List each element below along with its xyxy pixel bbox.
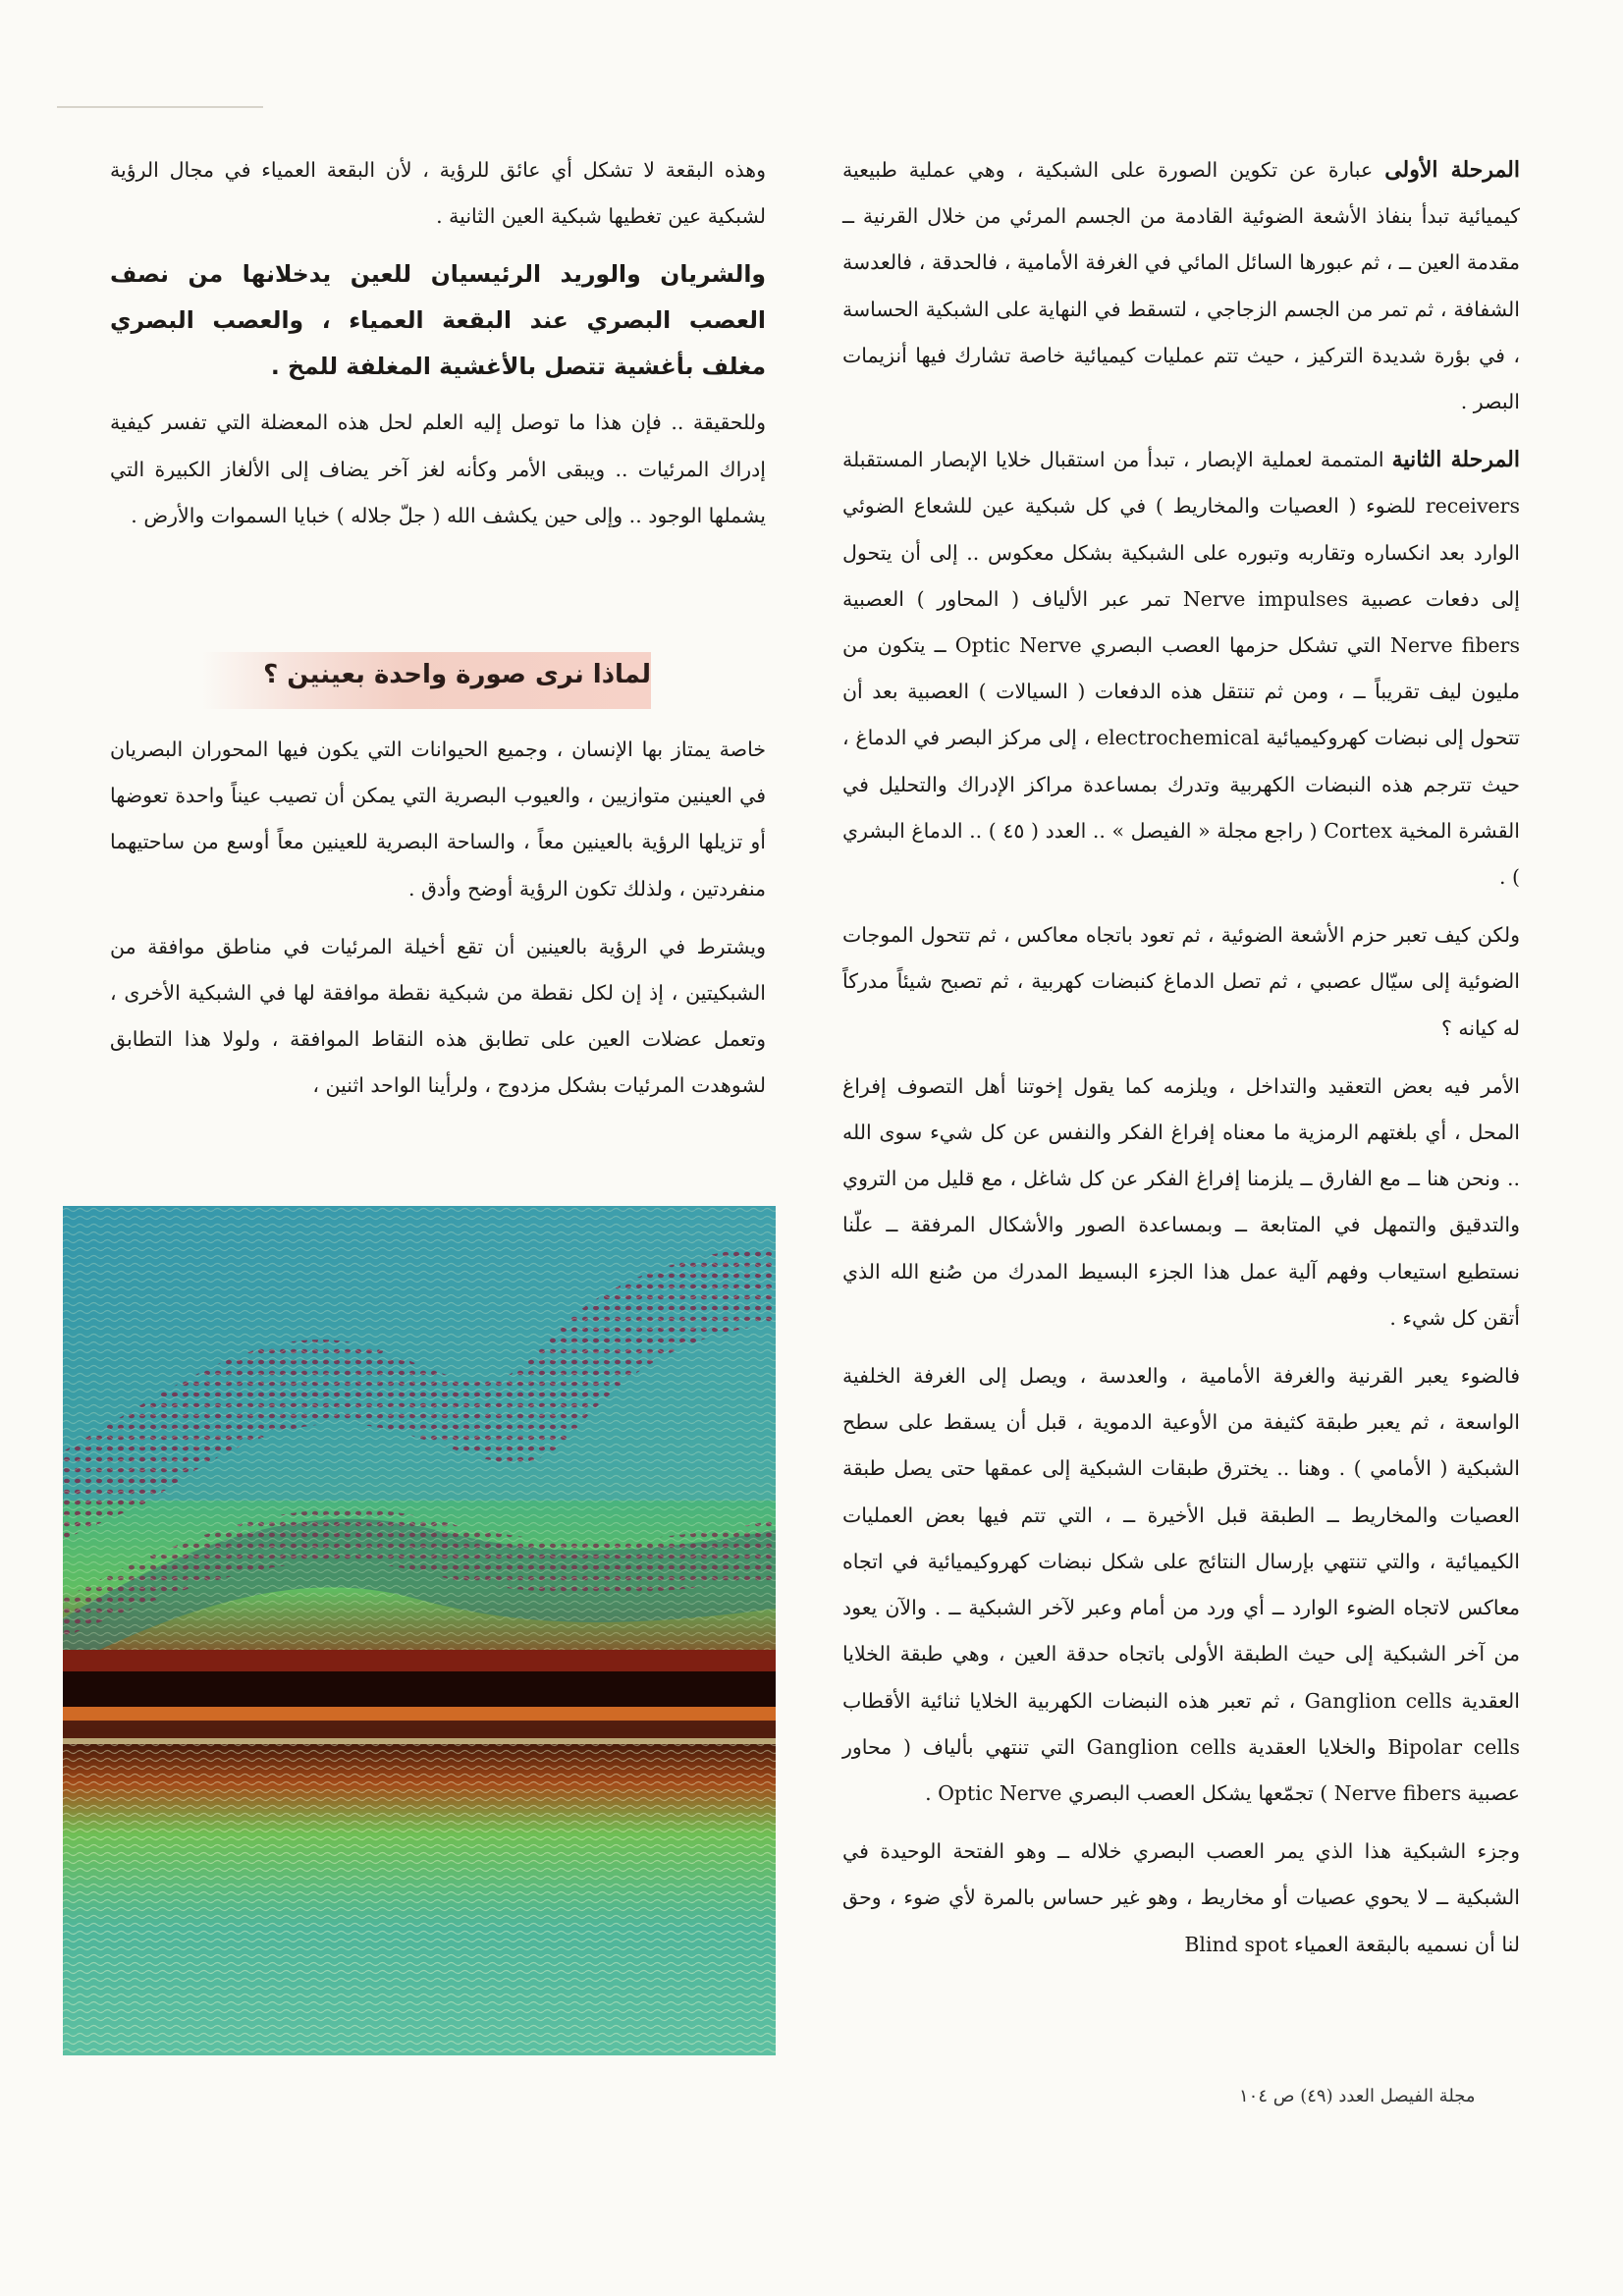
page-footer: مجلة الفيصل العدد (٤٩) ص ١٠٤ [1239, 2086, 1476, 2106]
paragraph-blind-spot-cont: وهذه البقعة لا تشكل أي عائق للرؤية ، لأن البقعة العمياء في مجال الرؤية لشبكية عين تغطيها شبكية العين الثانية . [110, 158, 766, 229]
section-heading: لماذا نرى صورة واحدة بعينين ؟ [263, 660, 651, 689]
paragraph-blind-spot: وجزء الشبكية هذا الذي يمر العصب البصري خلاله ــ وهو الفتحة الوحيدة في الشبكية ــ لا يحوي عصيات أو مخاريط ، وهو غير حساس بالمرة لأي ضوء ، وحق لنا أن نسميه بالبقعة العمياء Blind spot [842, 1839, 1520, 1956]
stage-two-lead: المرحلة الثانية [1391, 447, 1520, 473]
retina-micrograph [63, 1206, 776, 2055]
paragraph-correspondence: ويشترط في الرؤية بالعينين أن تقع أخيلة المرئيات في مناطق موافقة من الشبكيتين ، إذ إن لكل نقطة من شبكية نقطة موافقة لها في الشبكية الأخرى ، وتعمل عضلات العين على تطابق هذه النقاط الموافقة ، ولولا هذا التطابق لشوهدت المرئيات بشكل مزدوج ، ولرأينا الواحد اثنين ، [110, 934, 766, 1098]
right-column [842, 147, 1520, 1980]
paragraph-artery-vein: والشريان والوريد الرئيسيان للعين يدخلانها من نصف العصب البصري عند البقعة العمياء ، والعصب البصري مغلف بأغشية تتصل بالأغشية المغلفة للمخ . [110, 260, 766, 381]
paragraph-light-path: فالضوء يعبر القرنية والغرفة الأمامية ، والعدسة ، ويصل إلى الغرفة الخلفية الواسعة ، ثم يعبر طبقة كثيفة من الأوعية الدموية ، قبل أن يسقط على سطح الشبكية ( الأمامي ) . وهنا .. يخترق طبقات الشبكية إلى عمقها حتى يصل طبقة العصيات والمخاريط ــ الطبقة قبل الأخيرة ــ ، التي تتم فيها بعض العمليات الكيميائية ، والتي تنتهي بإرسال النتائج على شكل نبضات كهروكيميائية في اتجاه معاكس لاتجاه الضوء الوارد ــ أي ورد من أمام وعبر لآخر الشبكية ــ . والآن يعود من آخر الشبكية إلى حيث الطبقة الأولى باتجاه حدقة العين ، وهي طبقة الخلايا العقدية Ganglion cells ، ثم تعبر هذه النبضات الكهربية الخلايا ثنائية الأقطاب Bipolar cells والخلايا العقدية Ganglion cells التي تنتهي بألياف ( محاور عصبية Nerve fibers ) تجمّعها يشكل العصب البصري Optic Nerve . [842, 1364, 1521, 1805]
header-rule [57, 106, 263, 108]
stage-one-lead: المرحلة الأولى [1384, 157, 1520, 183]
paragraph-conclusion: وللحقيقة .. فإن هذا ما توصل إليه العلم لحل هذه المعضلة التي تفسر كيفية إدراك المرئيات .. ويبقى الأمر وكأنه لغز آخر يضاف إلى الألغاز الكبيرة التي يشملها الوجود .. وإلى حين يكشف الله ( جلّ جلاله ) خبايا السموات والأرض . [110, 410, 766, 527]
paragraph-stage-one: المرحلة الأولى عبارة عن تكوين الصورة على الشبكية ، وهي عملية طبيعية كيميائية تبدأ بنفاذ الأشعة الضوئية القادمة من الجسم المرئي من خلال القرنية ــ مقدمة العين ــ ، ثم عبورها السائل المائي في الغرفة الأمامية ، فالحدقة ، فالعدسة الشفافة ، ثم تمر من الجسم الزجاجي ، لتسقط في النهاية على الشبكية الحساسة ، في بؤرة شديدة التركيز ، حيث تتم عمليات كيميائية خاصة تشارك فيها أنزيمات البصر . [842, 157, 1520, 414]
section-heading-box [201, 652, 651, 709]
left-column-bottom [110, 727, 766, 1121]
paragraph-binocular: خاصة يمتاز بها الإنسان ، وجميع الحيوانات التي يكون فيها المحوران البصريان في العينين متوازيين ، والعيوب البصرية التي يمكن أن تصيب عيناً واحدة تعوضها أو تزيلها الرؤية بالعينين معاً ، والساحة البصرية للعينين معاً أوسع من ساحتيهما منفردتين ، ولذلك تكون الرؤية أوضح وأدق . [110, 738, 766, 901]
paragraph-question: ولكن كيف تعبر حزم الأشعة الضوئية ، ثم تعود باتجاه معاكس ، ثم تتحول الموجات الضوئية إلى سيّال عصبي ، ثم تصل الدماغ كنبضات كهربية ، ثم تصبح شيئاً مدركاً له كيانه ؟ [842, 923, 1520, 1040]
paragraph-complexity: الأمر فيه بعض التعقيد والتداخل ، ويلزمه كما يقول إخوتنا أهل التصوف إفراغ المحل ، أي بلغتهم الرمزية ما معناه إفراغ الفكر والنفس عن كل شيء سوى الله .. ونحن هنا ــ مع الفارق ــ يلزمنا إفراغ الفكر عن كل شاغل ، مع قليل من التروي والتدقيق والتمهل في المتابعة ــ وبمساعدة الصور والأشكال المرفقة ــ علّنا نستطيع استيعاب وفهم آلية عمل هذا الجزء البسيط المدرك من صُنع الله الذي أتقن كل شيء . [842, 1073, 1520, 1330]
left-column-top [110, 147, 766, 551]
paragraph-stage-two: المرحلة الثانية المتممة لعملية الإبصار ، تبدأ من استقبال خلايا الإبصار المستقبلة receivers للضوء ( العصيات والمخاريط ) في كل شبكية عين للشعاع الضوئي الوارد بعد انكساره وتقاربه وتبوره على الشبكية بشكل معكوس .. إلى أن يتحول إلى دفعات عصبية Nerve impulses تمر عبر الألياف ( المحاور ) العصبية Nerve fibers التي تشكل حزمها العصب البصري Optic Nerve ــ يتكون من مليون ليف تقريباً ــ ، ومن ثم تنتقل هذه الدفعات ( السيالات ) العصبية بعد أن تتحول إلى نبضات كهروكيميائية electrochemical ، إلى مركز البصر في الدماغ ، حيث تترجم هذه النبضات الكهربية وتدرك بمساعدة مراكز الإدراك والتحليل في القشرة المخية Cortex ( راجع مجلة « الفيصل » .. العدد ( ٤٥ ) .. الدماغ البشري ) . [842, 447, 1521, 890]
